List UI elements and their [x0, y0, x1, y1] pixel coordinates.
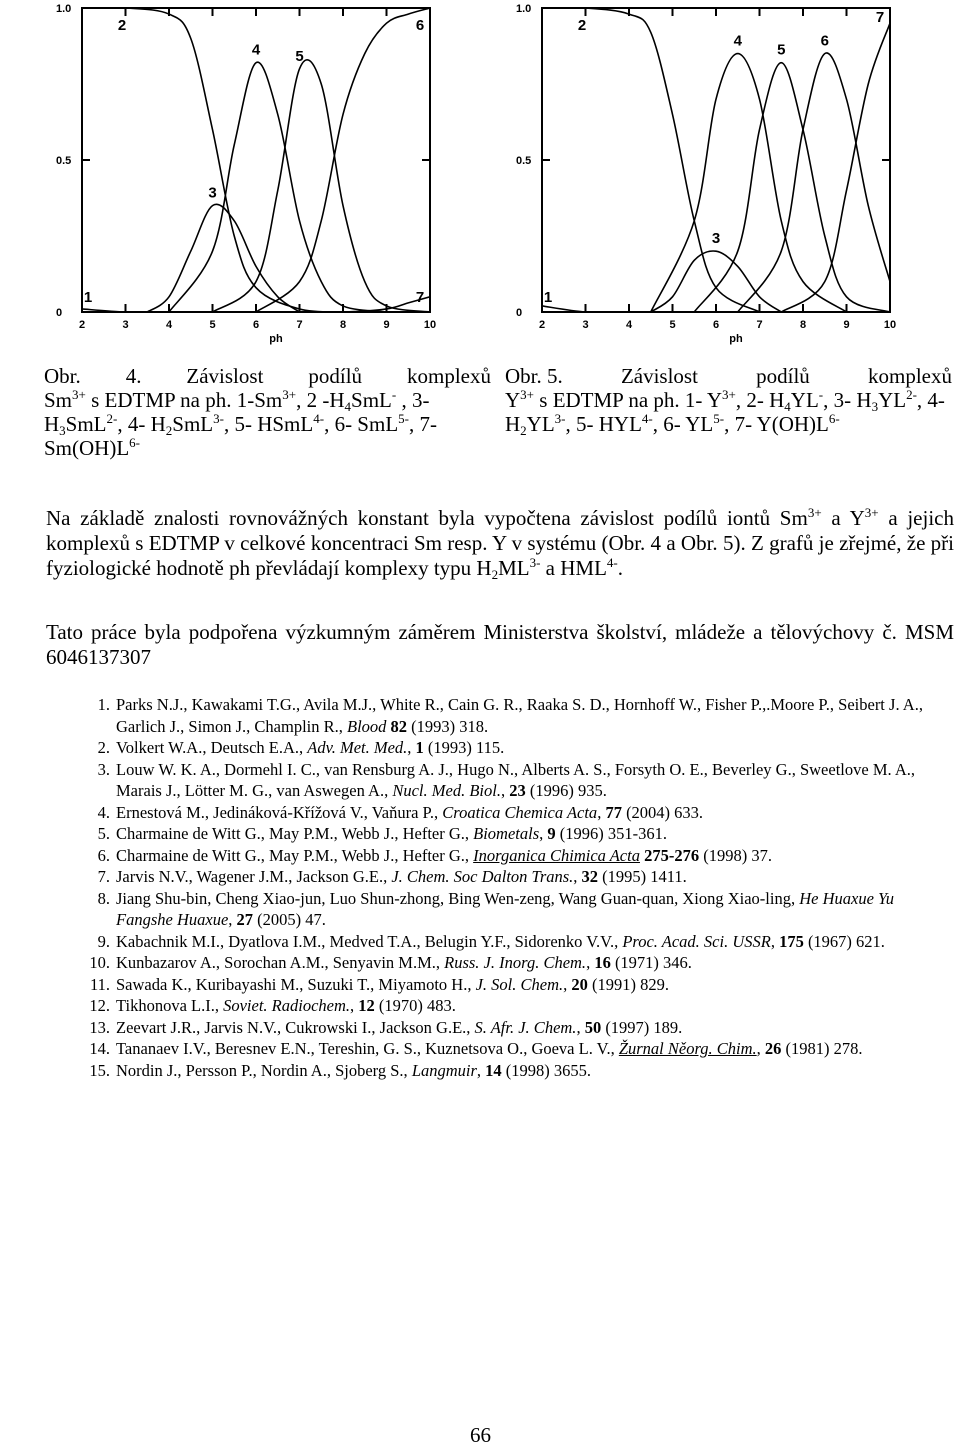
reference-text: Jiang Shu-bin, Cheng Xiao-jun, Luo Shun-zhong, Bing Wen-zeng, Wang Guan-quan, Xiong Xiao-ling, He Huaxue Yu Fangshe Huaxue, 27 (2005) 47.	[116, 888, 894, 929]
reference-item	[80, 866, 950, 888]
reference-number: 6.	[97, 845, 110, 865]
reference-item	[80, 823, 950, 845]
reference-number: 2.	[97, 738, 110, 757]
series-line-2	[542, 8, 760, 312]
x-tick-label: 7	[296, 319, 303, 331]
x-axis-label: ph	[729, 333, 743, 345]
reference-item	[80, 952, 950, 974]
reference-number: 15.	[89, 1060, 110, 1080]
series-line-4	[651, 54, 847, 312]
x-tick-label: 7	[756, 319, 763, 331]
reference-text: Zeevart J.R., Jarvis N.V., Cukrowski I., Jackson G.E., S. Afr. J. Chem., 50 (1997) 189.	[116, 1017, 683, 1037]
reference-text: Kunbazarov A., Sorochan A.M., Senyavin M.M., Russ. J. Inorg. Chem., 16 (1971) 346.	[116, 953, 692, 972]
reference-item	[80, 995, 950, 1017]
series-label-6: 6	[415, 17, 425, 34]
series-label-7: 7	[415, 289, 425, 306]
series-label-3: 3	[711, 230, 721, 248]
reference-number: 7.	[97, 867, 110, 886]
x-tick-label: 2	[78, 319, 86, 331]
reference-item	[80, 888, 950, 931]
figure-5-caption-body: $Y^{3+}$ s EDTMP na ph. 1- $Y^{3+}$, 2- $H_4YL^-$, 3- $H_3YL^{2-}$, 4- $H_2YL^{3-}$, 5- $HYL^{4-}$, 6- $YL^{5-}$, 7- $Y(OH)L^{6-}$	[505, 387, 945, 438]
reference-number: 14.	[89, 1039, 110, 1058]
series-label-1: 1	[83, 289, 93, 306]
reference-number: 9.	[97, 931, 110, 951]
x-tick-label: 10	[883, 319, 897, 331]
caption-label-word: podílů	[308, 364, 363, 388]
series-label-1: 1	[543, 289, 553, 306]
reference-text: Charmaine de Witt G., May P.M., Webb J., Hefter G., Inorganica Chimica Acta 275-276 (1998) 37.	[116, 845, 772, 865]
reference-text: Sawada K., Kuribayashi M., Suzuki T., Miyamoto H., J. Sol. Chem., 20 (1991) 829.	[116, 974, 670, 994]
reference-number: 5.	[97, 824, 110, 843]
caption-label-word: 4.	[125, 364, 142, 388]
series-label-6: 6	[820, 32, 829, 50]
x-tick-label: 4	[625, 319, 633, 331]
x-tick-label: 5	[669, 319, 676, 331]
reference-item	[80, 759, 950, 802]
reference-text: Nordin J., Persson P., Nordin A., Sjoberg S., Langmuir, 14 (1998) 3655.	[116, 1060, 592, 1080]
reference-text: Jarvis N.V., Wagener J.M., Jackson G.E., J. Chem. Soc Dalton Trans., 32 (1995) 1411.	[116, 867, 687, 886]
y-tick-label: 1.0	[516, 3, 532, 15]
x-tick-label: 10	[423, 319, 437, 331]
series-line-2	[82, 8, 343, 312]
y-tick-label: 0.5	[516, 155, 532, 167]
reference-text: Ernestová M., Jedináková-Křížová V., Vaňura P., Croatica Chemica Acta, 77 (2004) 633.	[116, 802, 704, 822]
x-tick-label: 4	[165, 319, 173, 331]
x-tick-label: 5	[209, 319, 216, 331]
series-label-7: 7	[875, 9, 885, 26]
y-tick-label: 0	[56, 307, 63, 319]
reference-text: Volkert W.A., Deutsch E.A., Adv. Met. Med., 1 (1993) 115.	[116, 738, 505, 757]
reference-number: 3.	[97, 759, 110, 779]
series-line-5	[694, 63, 890, 312]
series-line-3	[147, 204, 299, 312]
acknowledgement-paragraph: Tato práce byla podpořena výzkumným záměrem Ministerstva školství, mládeže a tělovýchovy č. MSM 6046137307	[46, 620, 954, 669]
series-label-2: 2	[117, 17, 127, 34]
figure-4-caption	[44, 364, 491, 460]
x-tick-label: 9	[383, 319, 390, 331]
reference-text: Louw W. K. A., Dormehl I. C., van Rensburg A. J., Hugo N., Alberts A. S., Forsyth O. E., Beverley G., Sweetlove M. A., Marais J., Lötter M. G., van Aswegen A., Nucl. Med. Biol., 23 (1996) 935.	[116, 759, 916, 800]
series-label-4: 4	[733, 32, 742, 50]
reference-item	[80, 1017, 950, 1039]
page-number: 66	[470, 1423, 491, 1447]
series-line-3	[651, 251, 782, 312]
x-tick-label: 2	[538, 319, 546, 331]
figure-4-caption-body: $Sm^{3+}$ s EDTMP na ph. $1-Sm^{3+}$, 2 $-H_4SmL^-$ , 3- $H_3SmL^{2-}$, 4- $H_2SmL^{3-}$, 5- HSmL$^{4-}$, 6- SmL$^{5-}$, 7- $Sm(OH)L^{6-}$	[44, 387, 437, 460]
reference-number: 13.	[89, 1017, 110, 1037]
reference-text: Tikhonova L.I., Soviet. Radiochem., 12 (1970) 483.	[116, 996, 456, 1015]
caption-label-word: podílů	[756, 364, 810, 388]
reference-item	[80, 931, 950, 953]
reference-item	[80, 845, 950, 867]
y-tick-label: 0.5	[56, 155, 72, 167]
caption-label-word: Závislost	[620, 364, 698, 388]
series-label-4: 4	[251, 41, 261, 59]
x-axis-label: ph	[269, 333, 283, 345]
series-label-5: 5	[777, 41, 786, 59]
reference-number: 11.	[89, 974, 110, 994]
results-paragraph: Na základě znalosti rovnovážných konstant byla vypočtena závislost podílů iontů $Sm^{3+}$ a $Y^{3+}$ a jejich komplexů s EDTMP v celkové koncentraci Sm resp. Y v systému (Obr. 4 a Obr. 5). Z grafů je zřejmé, že při fyziologické hodnotě ph převládají komplexy typu $H_2ML^{3-}$ a $HML^{4-}$.	[46, 505, 954, 582]
series-label-5: 5	[295, 47, 304, 65]
caption-label-word: komplexů	[867, 364, 952, 388]
reference-item	[80, 737, 950, 759]
figure-5-caption-label	[505, 364, 952, 388]
series-line-6	[256, 8, 430, 312]
reference-item	[80, 1060, 950, 1082]
x-tick-label: 3	[582, 319, 589, 331]
y-tick-label: 1.0	[56, 3, 72, 15]
y-tick-label: 0	[516, 307, 523, 319]
x-tick-label: 6	[712, 319, 720, 331]
x-tick-label: 6	[252, 319, 260, 331]
figure-4-chart	[40, 0, 470, 350]
reference-number: 8.	[97, 888, 110, 908]
x-tick-label: 3	[122, 319, 129, 331]
reference-number: 12.	[89, 996, 110, 1015]
figure-4-caption-label	[44, 364, 491, 388]
x-tick-label: 8	[799, 319, 807, 331]
series-label-3: 3	[208, 184, 217, 202]
reference-text: Kabachnik M.I., Dyatlova I.M., Medved T.A., Belugin Y.F., Sidorenko V.V., Proc. Acad. Sci. USSR, 175 (1967) 621.	[116, 931, 885, 951]
plot-frame	[542, 8, 890, 312]
chart-svg	[40, 0, 470, 345]
reference-item	[80, 802, 950, 824]
series-label-2: 2	[577, 17, 587, 34]
caption-label-word: Závislost	[186, 364, 264, 388]
chart-svg	[500, 0, 930, 345]
reference-number: 10.	[89, 953, 110, 972]
reference-item	[80, 1038, 950, 1060]
reference-text: Charmaine de Witt G., May P.M., Webb J., Hefter G., Biometals, 9 (1996) 351-361.	[116, 824, 667, 843]
x-tick-label: 9	[843, 319, 850, 331]
figure-5-caption	[505, 364, 952, 436]
reference-text: Tananaev I.V., Beresnev E.N., Tereshin, G. S., Kuznetsova O., Goeva L. V., Žurnal Něorg. Chim., 26 (1981) 278.	[116, 1039, 863, 1058]
reference-number: 4.	[97, 802, 110, 822]
figure-5-chart	[500, 0, 930, 350]
reference-text: Parks N.J., Kawakami T.G., Avila M.J., White R., Cain G. R., Raaka S. D., Hornhoff W., Fisher P.,.Moore P., Seibert J. A., Garlich J., Simon J., Champlin R., Blood 82 (1993) 318.	[116, 695, 923, 736]
caption-label-word: Obr.	[44, 364, 81, 388]
reference-list	[80, 694, 950, 1081]
reference-number: 1.	[97, 695, 110, 714]
reference-item	[80, 694, 950, 737]
caption-label-word: komplexů	[406, 364, 491, 388]
reference-item	[80, 974, 950, 996]
x-tick-label: 8	[339, 319, 347, 331]
caption-label-word: Obr. 5.	[505, 364, 563, 388]
